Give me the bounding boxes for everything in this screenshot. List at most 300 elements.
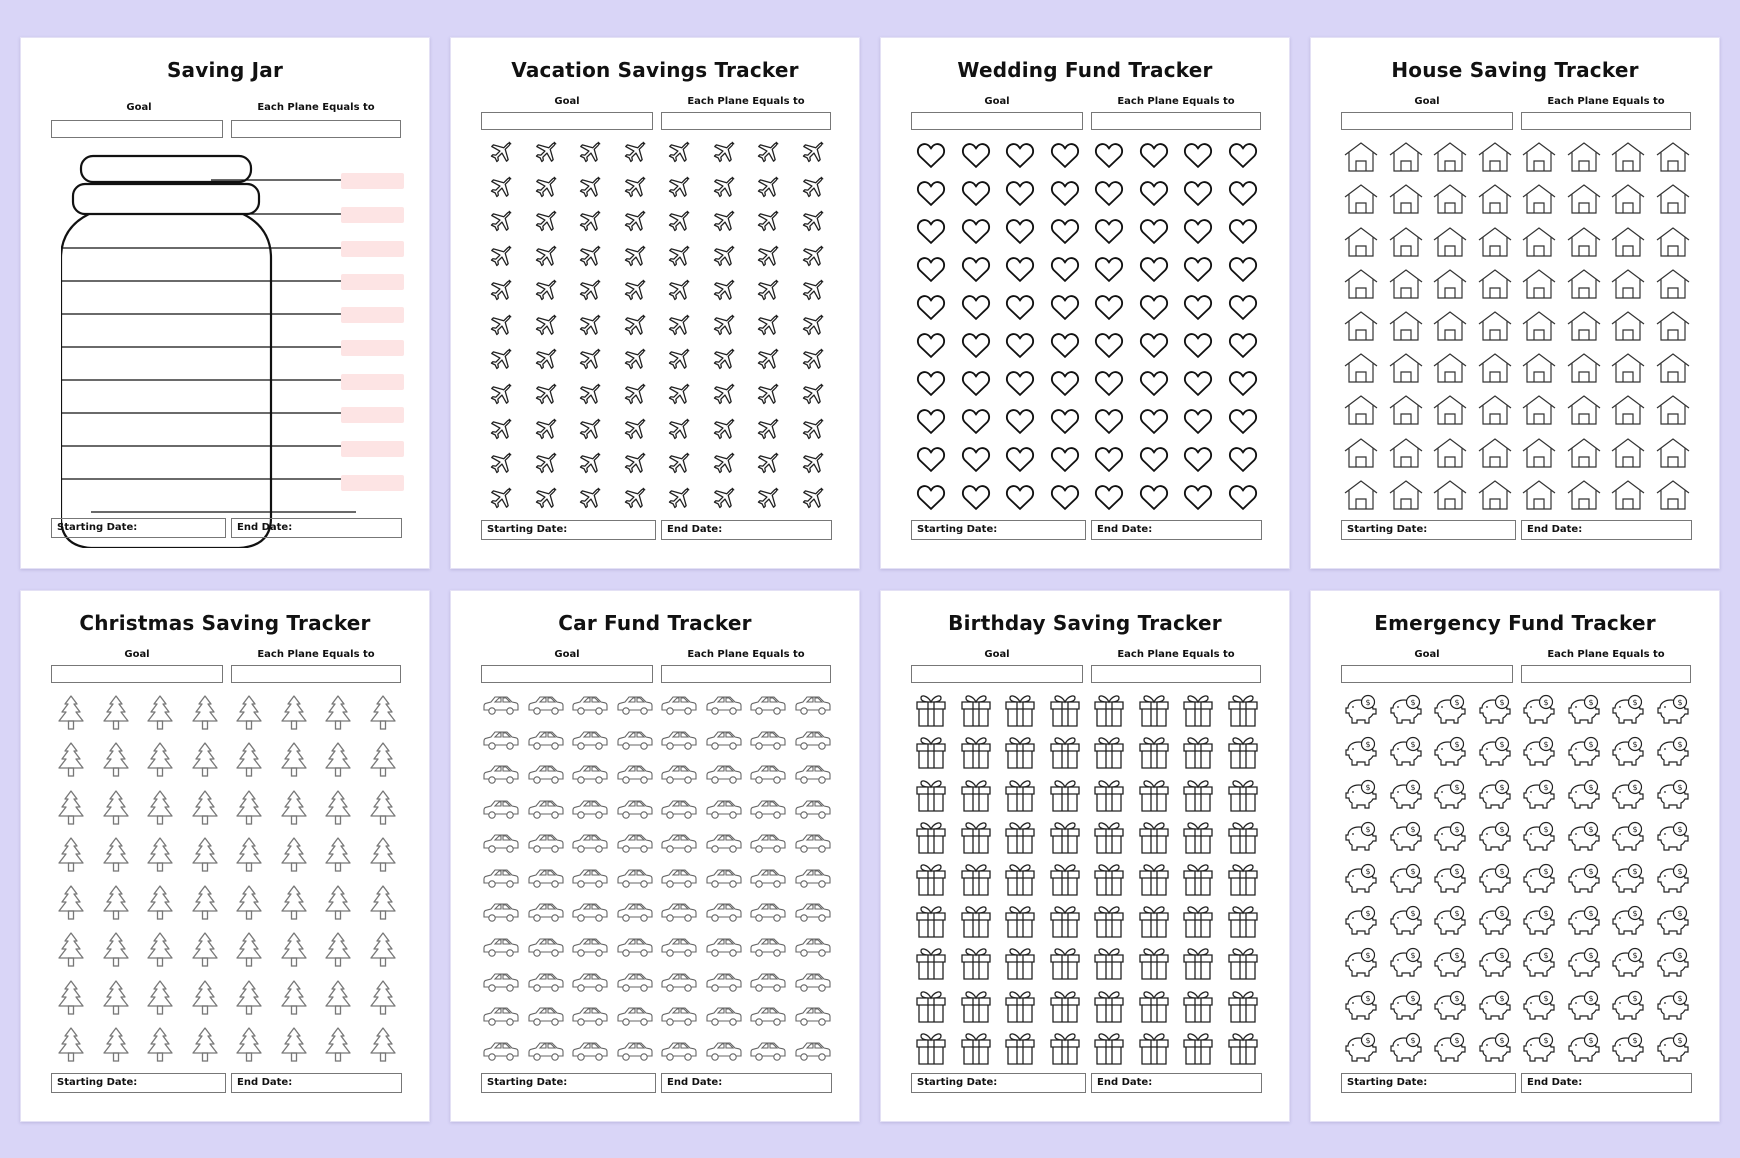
christmas-tree-icon[interactable]: [280, 790, 308, 826]
piggy-bank-icon[interactable]: [1566, 905, 1602, 937]
heart-icon[interactable]: [1139, 331, 1169, 359]
heart-icon[interactable]: [1228, 255, 1258, 283]
airplane-icon[interactable]: [800, 244, 826, 270]
gift-icon[interactable]: [1092, 945, 1126, 981]
piggy-bank-icon[interactable]: [1432, 863, 1468, 895]
car-icon[interactable]: [482, 1041, 520, 1063]
car-icon[interactable]: [749, 937, 787, 959]
gift-icon[interactable]: [1137, 692, 1171, 728]
house-icon[interactable]: [1478, 227, 1512, 257]
airplane-icon[interactable]: [800, 209, 826, 235]
piggy-bank-icon[interactable]: [1566, 821, 1602, 853]
piggy-bank-icon[interactable]: [1521, 1032, 1557, 1064]
car-icon[interactable]: [571, 1006, 609, 1028]
heart-icon[interactable]: [1005, 483, 1035, 511]
car-icon[interactable]: [794, 730, 832, 752]
heart-icon[interactable]: [961, 445, 991, 473]
gift-icon[interactable]: [1003, 1030, 1037, 1066]
heart-icon[interactable]: [1183, 483, 1213, 511]
house-icon[interactable]: [1344, 184, 1378, 214]
heart-icon[interactable]: [961, 483, 991, 511]
house-icon[interactable]: [1656, 480, 1690, 510]
gift-icon[interactable]: [1226, 988, 1260, 1024]
christmas-tree-icon[interactable]: [324, 790, 352, 826]
gift-icon[interactable]: [1048, 734, 1082, 770]
airplane-icon[interactable]: [711, 313, 737, 339]
amount-box[interactable]: [341, 241, 404, 257]
end-date-field[interactable]: End Date:: [231, 518, 402, 538]
gift-icon[interactable]: [1137, 945, 1171, 981]
airplane-icon[interactable]: [711, 417, 737, 443]
piggy-bank-icon[interactable]: [1477, 1032, 1513, 1064]
piggy-bank-icon[interactable]: [1432, 990, 1468, 1022]
airplane-icon[interactable]: [577, 209, 603, 235]
christmas-tree-icon[interactable]: [369, 980, 397, 1016]
house-icon[interactable]: [1522, 227, 1556, 257]
car-icon[interactable]: [660, 972, 698, 994]
airplane-icon[interactable]: [666, 347, 692, 373]
heart-icon[interactable]: [1139, 217, 1169, 245]
goal-field[interactable]: [911, 665, 1083, 683]
car-icon[interactable]: [482, 972, 520, 994]
car-icon[interactable]: [616, 1041, 654, 1063]
airplane-icon[interactable]: [800, 347, 826, 373]
house-icon[interactable]: [1611, 142, 1645, 172]
piggy-bank-icon[interactable]: [1655, 905, 1691, 937]
starting-date-field[interactable]: Starting Date:: [51, 1073, 226, 1093]
christmas-tree-icon[interactable]: [280, 885, 308, 921]
piggy-bank-icon[interactable]: [1655, 990, 1691, 1022]
christmas-tree-icon[interactable]: [191, 742, 219, 778]
heart-icon[interactable]: [1094, 407, 1124, 435]
gift-icon[interactable]: [959, 945, 993, 981]
piggy-bank-icon[interactable]: [1655, 779, 1691, 811]
gift-icon[interactable]: [959, 692, 993, 728]
airplane-icon[interactable]: [666, 209, 692, 235]
house-icon[interactable]: [1522, 311, 1556, 341]
airplane-icon[interactable]: [800, 451, 826, 477]
heart-icon[interactable]: [1050, 483, 1080, 511]
christmas-tree-icon[interactable]: [146, 980, 174, 1016]
car-icon[interactable]: [705, 833, 743, 855]
gift-icon[interactable]: [959, 988, 993, 1024]
car-icon[interactable]: [571, 1041, 609, 1063]
heart-icon[interactable]: [1005, 369, 1035, 397]
heart-icon[interactable]: [1228, 483, 1258, 511]
christmas-tree-icon[interactable]: [102, 695, 130, 731]
house-icon[interactable]: [1478, 311, 1512, 341]
heart-icon[interactable]: [1139, 369, 1169, 397]
car-icon[interactable]: [705, 1006, 743, 1028]
car-icon[interactable]: [527, 695, 565, 717]
piggy-bank-icon[interactable]: [1432, 821, 1468, 853]
house-icon[interactable]: [1433, 353, 1467, 383]
piggy-bank-icon[interactable]: [1610, 990, 1646, 1022]
gift-icon[interactable]: [959, 819, 993, 855]
airplane-icon[interactable]: [711, 347, 737, 373]
house-icon[interactable]: [1478, 184, 1512, 214]
airplane-icon[interactable]: [755, 347, 781, 373]
house-icon[interactable]: [1656, 438, 1690, 468]
amount-box[interactable]: [341, 475, 404, 491]
christmas-tree-icon[interactable]: [191, 980, 219, 1016]
heart-icon[interactable]: [1050, 369, 1080, 397]
house-icon[interactable]: [1567, 142, 1601, 172]
gift-icon[interactable]: [914, 777, 948, 813]
piggy-bank-icon[interactable]: [1655, 694, 1691, 726]
gift-icon[interactable]: [1137, 903, 1171, 939]
end-date-field[interactable]: End Date:: [231, 1073, 402, 1093]
piggy-bank-icon[interactable]: [1388, 779, 1424, 811]
christmas-tree-icon[interactable]: [146, 885, 174, 921]
gift-icon[interactable]: [1226, 777, 1260, 813]
piggy-bank-icon[interactable]: [1388, 821, 1424, 853]
car-icon[interactable]: [616, 764, 654, 786]
amount-box[interactable]: [341, 307, 404, 323]
piggy-bank-icon[interactable]: [1343, 821, 1379, 853]
heart-icon[interactable]: [916, 445, 946, 473]
gift-icon[interactable]: [959, 777, 993, 813]
gift-icon[interactable]: [1181, 861, 1215, 897]
piggy-bank-icon[interactable]: [1343, 1032, 1379, 1064]
piggy-bank-icon[interactable]: [1521, 863, 1557, 895]
house-icon[interactable]: [1522, 353, 1556, 383]
piggy-bank-icon[interactable]: [1566, 947, 1602, 979]
car-icon[interactable]: [616, 833, 654, 855]
car-icon[interactable]: [482, 833, 520, 855]
airplane-icon[interactable]: [755, 451, 781, 477]
airplane-icon[interactable]: [488, 140, 514, 166]
heart-icon[interactable]: [916, 369, 946, 397]
gift-icon[interactable]: [914, 903, 948, 939]
piggy-bank-icon[interactable]: [1655, 821, 1691, 853]
car-icon[interactable]: [571, 695, 609, 717]
piggy-bank-icon[interactable]: [1477, 863, 1513, 895]
piggy-bank-icon[interactable]: [1521, 990, 1557, 1022]
house-icon[interactable]: [1611, 480, 1645, 510]
each-equals-field[interactable]: [661, 112, 831, 130]
piggy-bank-icon[interactable]: [1655, 947, 1691, 979]
piggy-bank-icon[interactable]: [1388, 990, 1424, 1022]
christmas-tree-icon[interactable]: [235, 932, 263, 968]
house-icon[interactable]: [1656, 353, 1690, 383]
christmas-tree-icon[interactable]: [235, 885, 263, 921]
heart-icon[interactable]: [1094, 445, 1124, 473]
heart-icon[interactable]: [1139, 141, 1169, 169]
house-icon[interactable]: [1522, 395, 1556, 425]
gift-icon[interactable]: [1048, 903, 1082, 939]
airplane-icon[interactable]: [488, 244, 514, 270]
car-icon[interactable]: [527, 868, 565, 890]
airplane-icon[interactable]: [533, 209, 559, 235]
car-icon[interactable]: [527, 937, 565, 959]
heart-icon[interactable]: [1050, 141, 1080, 169]
car-icon[interactable]: [794, 695, 832, 717]
house-icon[interactable]: [1433, 142, 1467, 172]
car-icon[interactable]: [794, 764, 832, 786]
christmas-tree-icon[interactable]: [191, 885, 219, 921]
gift-icon[interactable]: [1003, 734, 1037, 770]
amount-box[interactable]: [341, 441, 404, 457]
heart-icon[interactable]: [1050, 217, 1080, 245]
christmas-tree-icon[interactable]: [102, 837, 130, 873]
christmas-tree-icon[interactable]: [324, 885, 352, 921]
heart-icon[interactable]: [1183, 445, 1213, 473]
airplane-icon[interactable]: [577, 278, 603, 304]
house-icon[interactable]: [1522, 184, 1556, 214]
end-date-field[interactable]: End Date:: [661, 1073, 832, 1093]
christmas-tree-icon[interactable]: [324, 1027, 352, 1063]
car-icon[interactable]: [527, 1006, 565, 1028]
airplane-icon[interactable]: [488, 417, 514, 443]
piggy-bank-icon[interactable]: [1477, 736, 1513, 768]
amount-box[interactable]: [341, 407, 404, 423]
gift-icon[interactable]: [1226, 692, 1260, 728]
airplane-icon[interactable]: [800, 486, 826, 512]
heart-icon[interactable]: [916, 217, 946, 245]
christmas-tree-icon[interactable]: [57, 742, 85, 778]
airplane-icon[interactable]: [622, 278, 648, 304]
heart-icon[interactable]: [1005, 445, 1035, 473]
car-icon[interactable]: [571, 833, 609, 855]
heart-icon[interactable]: [1005, 255, 1035, 283]
car-icon[interactable]: [794, 937, 832, 959]
airplane-icon[interactable]: [711, 209, 737, 235]
car-icon[interactable]: [527, 902, 565, 924]
piggy-bank-icon[interactable]: [1388, 1032, 1424, 1064]
piggy-bank-icon[interactable]: [1521, 905, 1557, 937]
piggy-bank-icon[interactable]: [1477, 990, 1513, 1022]
piggy-bank-icon[interactable]: [1521, 947, 1557, 979]
christmas-tree-icon[interactable]: [235, 742, 263, 778]
christmas-tree-icon[interactable]: [102, 932, 130, 968]
heart-icon[interactable]: [1050, 179, 1080, 207]
christmas-tree-icon[interactable]: [146, 1027, 174, 1063]
gift-icon[interactable]: [1181, 988, 1215, 1024]
airplane-icon[interactable]: [488, 347, 514, 373]
gift-icon[interactable]: [1092, 777, 1126, 813]
airplane-icon[interactable]: [577, 347, 603, 373]
house-icon[interactable]: [1389, 480, 1423, 510]
piggy-bank-icon[interactable]: [1477, 905, 1513, 937]
heart-icon[interactable]: [1005, 179, 1035, 207]
gift-icon[interactable]: [1048, 777, 1082, 813]
starting-date-field[interactable]: Starting Date:: [1341, 1073, 1516, 1093]
house-icon[interactable]: [1389, 353, 1423, 383]
house-icon[interactable]: [1344, 311, 1378, 341]
christmas-tree-icon[interactable]: [324, 742, 352, 778]
airplane-icon[interactable]: [533, 347, 559, 373]
heart-icon[interactable]: [1050, 293, 1080, 321]
car-icon[interactable]: [482, 799, 520, 821]
airplane-icon[interactable]: [711, 451, 737, 477]
airplane-icon[interactable]: [800, 278, 826, 304]
christmas-tree-icon[interactable]: [146, 932, 174, 968]
gift-icon[interactable]: [1137, 734, 1171, 770]
goal-field[interactable]: [51, 665, 223, 683]
heart-icon[interactable]: [1139, 255, 1169, 283]
car-icon[interactable]: [571, 799, 609, 821]
christmas-tree-icon[interactable]: [369, 790, 397, 826]
christmas-tree-icon[interactable]: [324, 980, 352, 1016]
heart-icon[interactable]: [1094, 217, 1124, 245]
car-icon[interactable]: [616, 695, 654, 717]
car-icon[interactable]: [616, 799, 654, 821]
christmas-tree-icon[interactable]: [191, 932, 219, 968]
gift-icon[interactable]: [1092, 861, 1126, 897]
christmas-tree-icon[interactable]: [235, 790, 263, 826]
car-icon[interactable]: [571, 730, 609, 752]
car-icon[interactable]: [705, 1041, 743, 1063]
house-icon[interactable]: [1567, 480, 1601, 510]
house-icon[interactable]: [1433, 395, 1467, 425]
each-equals-field[interactable]: [231, 665, 401, 683]
airplane-icon[interactable]: [755, 382, 781, 408]
heart-icon[interactable]: [916, 141, 946, 169]
christmas-tree-icon[interactable]: [280, 695, 308, 731]
airplane-icon[interactable]: [800, 175, 826, 201]
airplane-icon[interactable]: [755, 417, 781, 443]
piggy-bank-icon[interactable]: [1432, 947, 1468, 979]
car-icon[interactable]: [660, 902, 698, 924]
car-icon[interactable]: [705, 764, 743, 786]
car-icon[interactable]: [749, 972, 787, 994]
heart-icon[interactable]: [1094, 179, 1124, 207]
house-icon[interactable]: [1611, 353, 1645, 383]
car-icon[interactable]: [571, 972, 609, 994]
piggy-bank-icon[interactable]: [1343, 863, 1379, 895]
gift-icon[interactable]: [1181, 819, 1215, 855]
airplane-icon[interactable]: [666, 313, 692, 339]
piggy-bank-icon[interactable]: [1655, 863, 1691, 895]
airplane-icon[interactable]: [622, 313, 648, 339]
piggy-bank-icon[interactable]: [1477, 947, 1513, 979]
car-icon[interactable]: [749, 1006, 787, 1028]
heart-icon[interactable]: [1183, 407, 1213, 435]
airplane-icon[interactable]: [577, 140, 603, 166]
gift-icon[interactable]: [1048, 692, 1082, 728]
gift-icon[interactable]: [1048, 861, 1082, 897]
car-icon[interactable]: [660, 868, 698, 890]
christmas-tree-icon[interactable]: [369, 742, 397, 778]
gift-icon[interactable]: [1003, 988, 1037, 1024]
car-icon[interactable]: [794, 902, 832, 924]
car-icon[interactable]: [794, 868, 832, 890]
airplane-icon[interactable]: [488, 451, 514, 477]
heart-icon[interactable]: [1183, 331, 1213, 359]
each-equals-field[interactable]: [661, 665, 831, 683]
house-icon[interactable]: [1478, 269, 1512, 299]
car-icon[interactable]: [660, 695, 698, 717]
house-icon[interactable]: [1344, 353, 1378, 383]
heart-icon[interactable]: [1183, 369, 1213, 397]
piggy-bank-icon[interactable]: [1610, 863, 1646, 895]
christmas-tree-icon[interactable]: [57, 885, 85, 921]
house-icon[interactable]: [1344, 269, 1378, 299]
christmas-tree-icon[interactable]: [324, 932, 352, 968]
car-icon[interactable]: [705, 902, 743, 924]
piggy-bank-icon[interactable]: [1477, 694, 1513, 726]
car-icon[interactable]: [616, 902, 654, 924]
piggy-bank-icon[interactable]: [1343, 990, 1379, 1022]
car-icon[interactable]: [660, 730, 698, 752]
starting-date-field[interactable]: Starting Date:: [481, 1073, 656, 1093]
gift-icon[interactable]: [1137, 1030, 1171, 1066]
airplane-icon[interactable]: [666, 278, 692, 304]
amount-box[interactable]: [341, 173, 404, 189]
house-icon[interactable]: [1478, 353, 1512, 383]
car-icon[interactable]: [482, 937, 520, 959]
airplane-icon[interactable]: [711, 244, 737, 270]
house-icon[interactable]: [1344, 227, 1378, 257]
piggy-bank-icon[interactable]: [1566, 694, 1602, 726]
piggy-bank-icon[interactable]: [1566, 990, 1602, 1022]
airplane-icon[interactable]: [622, 486, 648, 512]
car-icon[interactable]: [527, 764, 565, 786]
car-icon[interactable]: [527, 972, 565, 994]
airplane-icon[interactable]: [711, 382, 737, 408]
car-icon[interactable]: [660, 833, 698, 855]
heart-icon[interactable]: [1050, 331, 1080, 359]
christmas-tree-icon[interactable]: [57, 932, 85, 968]
end-date-field[interactable]: End Date:: [1521, 1073, 1692, 1093]
christmas-tree-icon[interactable]: [235, 1027, 263, 1063]
gift-icon[interactable]: [1181, 692, 1215, 728]
end-date-field[interactable]: End Date:: [1521, 520, 1692, 540]
airplane-icon[interactable]: [666, 140, 692, 166]
piggy-bank-icon[interactable]: [1477, 779, 1513, 811]
gift-icon[interactable]: [959, 1030, 993, 1066]
heart-icon[interactable]: [1094, 331, 1124, 359]
goal-field[interactable]: [1341, 665, 1513, 683]
piggy-bank-icon[interactable]: [1610, 947, 1646, 979]
piggy-bank-icon[interactable]: [1432, 694, 1468, 726]
heart-icon[interactable]: [1228, 293, 1258, 321]
goal-field[interactable]: [51, 120, 223, 138]
airplane-icon[interactable]: [666, 244, 692, 270]
heart-icon[interactable]: [1005, 217, 1035, 245]
christmas-tree-icon[interactable]: [191, 1027, 219, 1063]
airplane-icon[interactable]: [666, 382, 692, 408]
gift-icon[interactable]: [1003, 777, 1037, 813]
house-icon[interactable]: [1656, 184, 1690, 214]
airplane-icon[interactable]: [800, 417, 826, 443]
heart-icon[interactable]: [1183, 255, 1213, 283]
airplane-icon[interactable]: [711, 486, 737, 512]
house-icon[interactable]: [1344, 438, 1378, 468]
airplane-icon[interactable]: [711, 140, 737, 166]
airplane-icon[interactable]: [622, 417, 648, 443]
gift-icon[interactable]: [959, 861, 993, 897]
heart-icon[interactable]: [1094, 255, 1124, 283]
piggy-bank-icon[interactable]: [1432, 736, 1468, 768]
airplane-icon[interactable]: [622, 382, 648, 408]
heart-icon[interactable]: [1228, 407, 1258, 435]
starting-date-field[interactable]: Starting Date:: [911, 1073, 1086, 1093]
airplane-icon[interactable]: [800, 140, 826, 166]
airplane-icon[interactable]: [666, 417, 692, 443]
gift-icon[interactable]: [1226, 945, 1260, 981]
house-icon[interactable]: [1611, 395, 1645, 425]
house-icon[interactable]: [1433, 480, 1467, 510]
heart-icon[interactable]: [1183, 293, 1213, 321]
christmas-tree-icon[interactable]: [369, 1027, 397, 1063]
airplane-icon[interactable]: [711, 278, 737, 304]
house-icon[interactable]: [1389, 438, 1423, 468]
airplane-icon[interactable]: [577, 486, 603, 512]
gift-icon[interactable]: [1137, 861, 1171, 897]
heart-icon[interactable]: [916, 483, 946, 511]
